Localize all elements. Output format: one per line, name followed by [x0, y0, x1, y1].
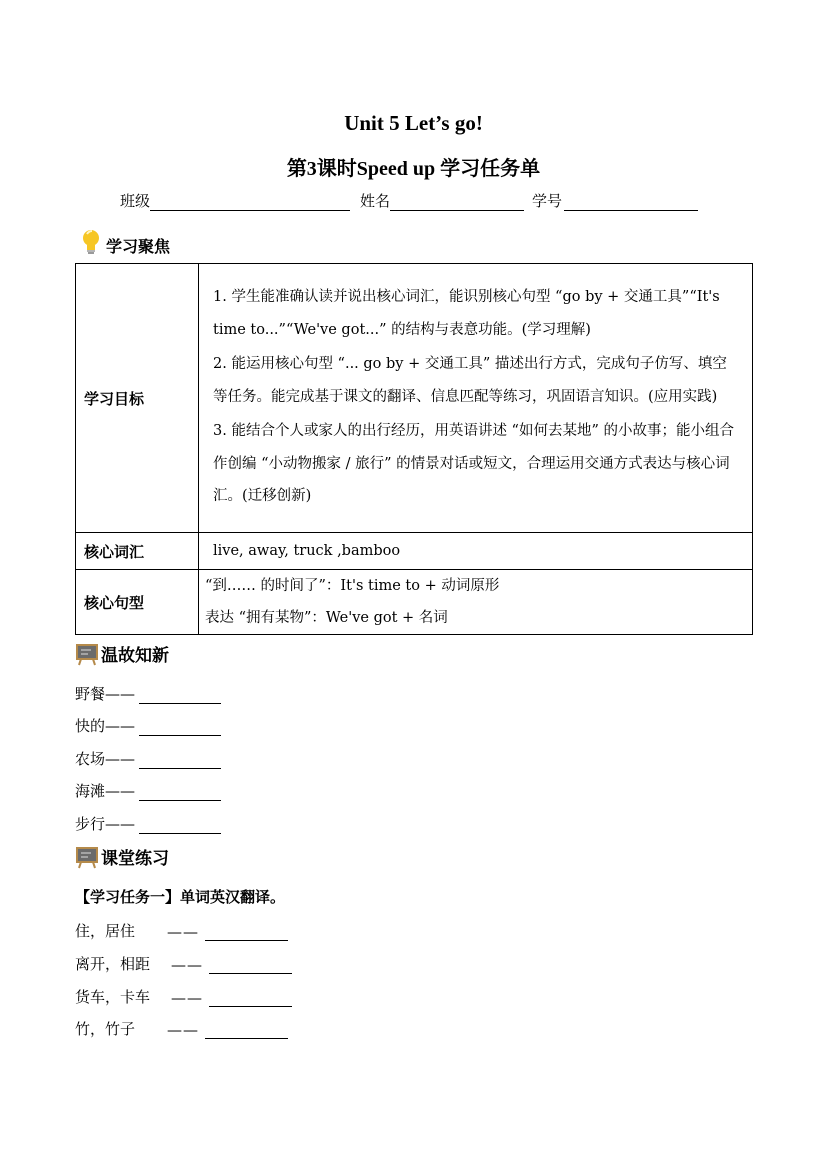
translation-prompt: 货车，卡车	[75, 988, 151, 1006]
review-prompt: 农场——	[75, 750, 136, 768]
dash: ——	[171, 956, 203, 974]
review-answer-blank[interactable]	[139, 817, 221, 834]
practice-heading	[76, 844, 169, 869]
chalkboard-icon	[76, 644, 98, 664]
number-label: 学号	[532, 192, 563, 210]
translation-answer-blank[interactable]	[209, 990, 292, 1007]
vocab-row	[76, 533, 753, 570]
pattern-item: “到…… 的时间了”：It's time to + 动词原形	[205, 578, 500, 594]
translation-answer-blank[interactable]	[205, 924, 288, 941]
focus-heading	[80, 226, 170, 257]
practice-heading-text: 课堂练习	[101, 849, 169, 869]
translation-item	[75, 920, 288, 941]
goals-label: 学习目标	[76, 264, 199, 533]
review-answer-blank[interactable]	[139, 719, 221, 736]
translation-item	[75, 986, 292, 1007]
review-item	[75, 683, 221, 704]
name-label: 姓名	[360, 192, 391, 210]
review-item	[75, 813, 221, 834]
goal-item: 2. 能运用核心句型 “... go by + 交通工具” 描述出行方式，完成句子仿写、填空等任务。能完成基于课文的翻译、信息匹配等练习，巩固语言知识。(应用实践)	[213, 356, 727, 405]
lesson-subtitle: 第3课时Speed up 学习任务单	[286, 158, 541, 180]
dash: ——	[171, 989, 203, 1007]
review-prompt: 海滩——	[75, 782, 136, 800]
lightbulb-icon	[80, 228, 104, 256]
unit-title: Unit 5 Let’s go!	[344, 111, 483, 135]
translation-prompt: 竹，竹子	[75, 1020, 136, 1038]
review-answer-blank[interactable]	[139, 752, 221, 769]
review-heading-text: 温故知新	[101, 646, 169, 666]
translation-answer-blank[interactable]	[205, 1022, 288, 1039]
review-heading	[76, 641, 169, 666]
learning-focus-table	[75, 263, 753, 635]
review-item	[75, 715, 221, 736]
translation-prompt: 住，居住	[75, 922, 136, 940]
class-label: 班级	[120, 192, 151, 210]
number-field[interactable]	[564, 192, 698, 211]
patterns-label: 核心句型	[76, 570, 199, 635]
chalkboard-icon	[76, 847, 98, 867]
review-prompt: 步行——	[75, 815, 136, 833]
goal-item: 3. 能结合个人或家人的出行经历，用英语讲述 “如何去某地” 的小故事；能小组合作创编 “小动物搬家 / 旅行” 的情景对话或短文，合理运用交通方式表达与核心词汇。(迁移创新)	[213, 423, 734, 505]
goal-item: 1. 学生能准确认读并说出核心词汇，能识别核心句型 “go by + 交通工具”“It's time to...”“We've got...” 的结构与表意功能。(学习理解)	[213, 289, 720, 338]
translation-item	[75, 1018, 288, 1039]
pattern-item: 表达 “拥有某物”：We've got + 名词	[205, 610, 448, 626]
patterns-row	[76, 570, 753, 635]
class-field[interactable]	[150, 192, 350, 211]
review-item	[75, 780, 221, 801]
review-prompt: 野餐——	[75, 685, 136, 703]
student-info-line	[120, 190, 698, 211]
goals-row	[76, 264, 753, 533]
task1-title: 【学习任务一】单词英汉翻译。	[75, 888, 286, 906]
vocab-label: 核心词汇	[76, 533, 199, 570]
review-item	[75, 748, 221, 769]
translation-answer-blank[interactable]	[209, 957, 292, 974]
translation-item	[75, 953, 292, 974]
vocab-content: live, away, truck ,bamboo	[199, 533, 753, 570]
goals-content	[199, 264, 753, 533]
review-answer-blank[interactable]	[139, 784, 221, 801]
translation-prompt: 离开，相距	[75, 955, 151, 973]
name-field[interactable]	[390, 192, 524, 211]
review-answer-blank[interactable]	[139, 687, 221, 704]
dash: ——	[167, 923, 199, 941]
review-prompt: 快的——	[75, 717, 136, 735]
patterns-content	[199, 570, 753, 635]
dash: ——	[167, 1021, 199, 1039]
focus-heading-text: 学习聚焦	[106, 237, 171, 256]
